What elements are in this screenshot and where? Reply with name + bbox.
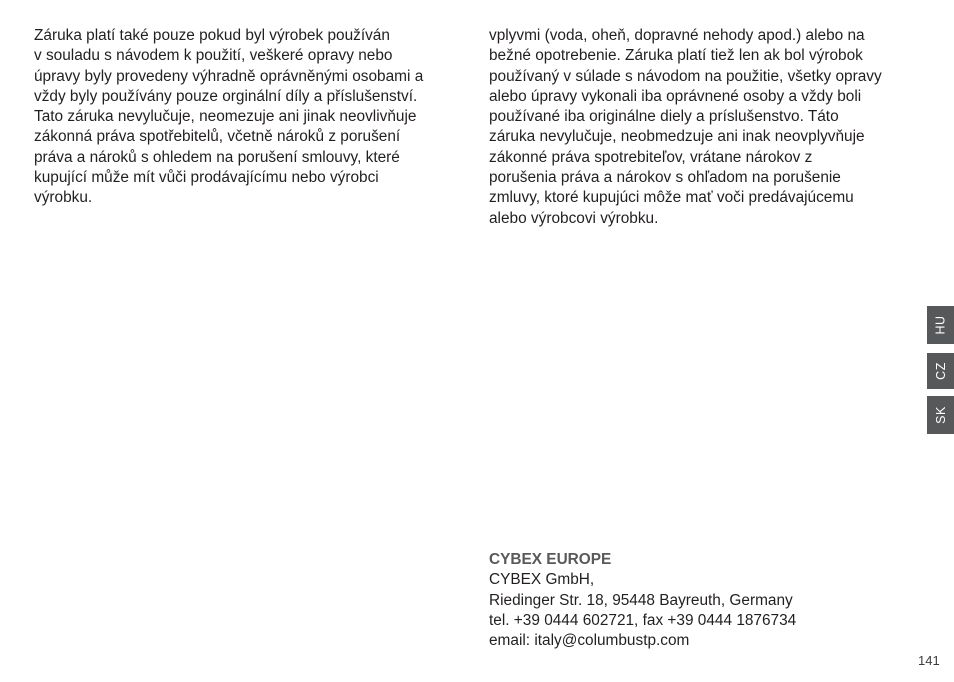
text-line: kupující může mít vůči prodávajícímu nebo výrobci bbox=[34, 169, 379, 187]
company-address bbox=[489, 550, 796, 651]
language-tab-sk[interactable] bbox=[927, 396, 954, 434]
text-line: alebo výrobcovi výrobku. bbox=[489, 209, 659, 227]
text-line: vplyvmi (voda, oheň, dopravné nehody apod.) alebo na bbox=[489, 27, 865, 44]
company-name: CYBEX GmbH, bbox=[489, 571, 595, 589]
text-line: záruka nevylučuje, neobmedzuje ani inak neovplyvňuje bbox=[489, 128, 865, 146]
text-line: alebo úpravy vykonali iba oprávnené osoby a vždy boli bbox=[489, 87, 862, 105]
warranty-text-czech bbox=[34, 26, 466, 209]
language-tab-cz[interactable] bbox=[927, 353, 954, 389]
text-line: používané iba originálne diely a príslušenstvo. Táto bbox=[489, 108, 839, 126]
text-line: bežné opotrebenie. Záruka platí tiež len ak bol výrobok bbox=[489, 47, 863, 65]
page-number: 141 bbox=[918, 653, 940, 668]
email-address: email: italy@columbustp.com bbox=[489, 632, 690, 650]
text-line: vždy byly používány pouze orginální díly a příslušenství. bbox=[34, 87, 418, 105]
language-tab-hu[interactable] bbox=[927, 306, 954, 344]
text-line: výrobku. bbox=[34, 189, 93, 207]
warranty-text-slovak bbox=[489, 26, 921, 229]
text-line: Tato záruka nevylučuje, neomezuje ani jinak neovlivňuje bbox=[34, 108, 417, 126]
language-tab-label: CZ bbox=[933, 362, 948, 380]
text-line: zákonná práva spotřebitelů, včetně nároků z porušení bbox=[34, 128, 401, 146]
street-address: Riedinger Str. 18, 95448 Bayreuth, Germany bbox=[489, 591, 793, 609]
text-line: používaný v súlade s návodom na použitie, všetky opravy bbox=[489, 67, 882, 85]
text-line: porušenia práva a nárokov s ohľadom na porušenie bbox=[489, 169, 841, 187]
language-tab-label: SK bbox=[933, 406, 948, 424]
text-line: práva a nároků s ohledem na porušení smlouvy, které bbox=[34, 148, 400, 166]
text-line: Záruka platí také pouze pokud byl výrobek používán bbox=[34, 27, 390, 44]
text-line: úpravy byly provedeny výhradně oprávněnými osobami a bbox=[34, 67, 424, 85]
company-heading: CYBEX EUROPE bbox=[489, 551, 612, 568]
text-line: zmluvy, ktoré kupujúci môže mať voči predávajúcemu bbox=[489, 189, 854, 207]
text-line: zákonné práva spotrebiteľov, vrátane nárokov z bbox=[489, 148, 813, 166]
phone-fax: tel. +39 0444 602721, fax +39 0444 1876734 bbox=[489, 611, 797, 629]
language-tab-label: HU bbox=[933, 315, 948, 335]
text-line: v souladu s návodem k použití, veškeré opravy nebo bbox=[34, 47, 393, 65]
